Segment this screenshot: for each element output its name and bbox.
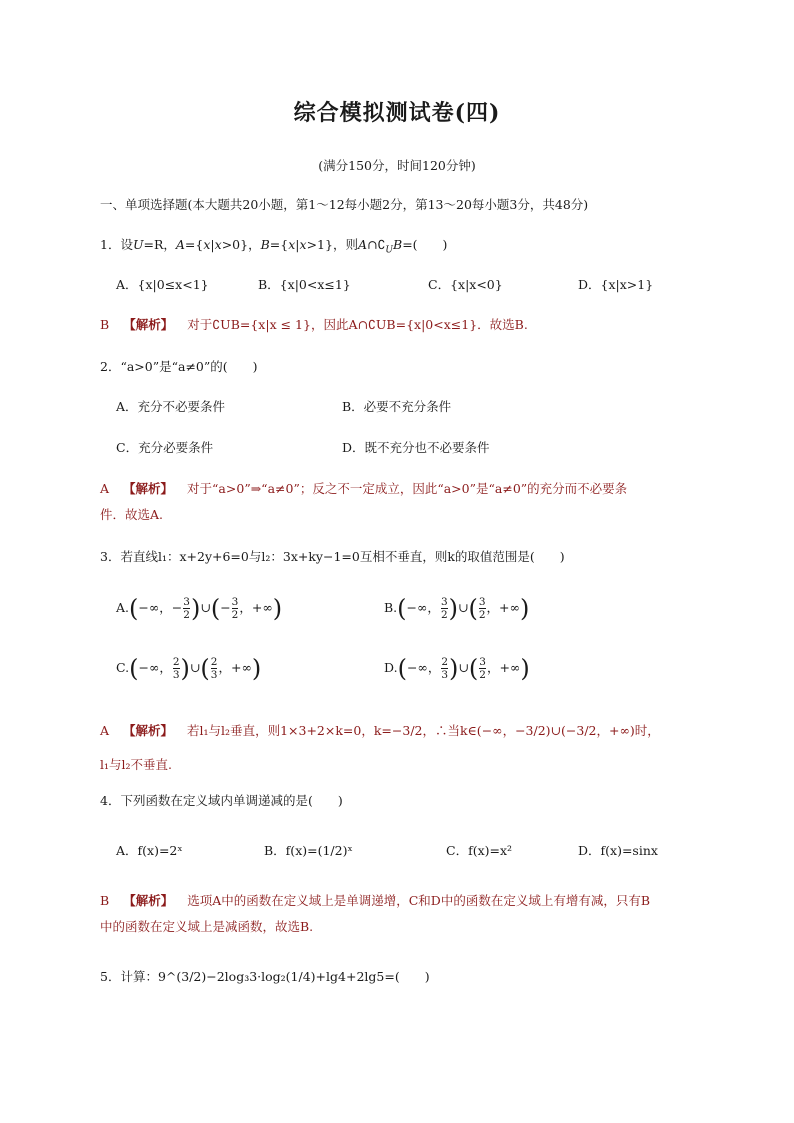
page-subtitle: (满分150分，时间120分钟): [318, 158, 476, 173]
analysis-text-2: 中的函数在定义域上是减函数，故选B.: [100, 919, 314, 934]
question-5-stem: 5．计算：9^(3/2)−2log₃3·log₂(1/4)+lg4+2lg5=( ): [100, 969, 430, 984]
question-2-option-d: D．既不充分也不必要条件: [342, 440, 490, 455]
question-4-option-b: B．f(x)=(1/2)ˣ: [264, 843, 353, 858]
analysis-text-1: 选项A中的函数在定义域上是单调递增，C和D中的函数在定义域上有增有减，只有B: [187, 893, 651, 908]
question-1-answer: [100, 316, 528, 334]
page-title: 综合模拟测试卷(四): [293, 100, 501, 126]
question-3-answer: [100, 714, 736, 782]
question-2-option-a: A．充分不必要条件: [116, 399, 226, 414]
question-4-option-d: D．f(x)=sinx: [578, 843, 658, 858]
analysis-text-1: 若l₁与l₂垂直，则1×3+2×k=0，k=−3/2，∴当k∈(−∞，−3/2)∪(−3/2，+∞)时，: [187, 723, 660, 738]
question-3-stem: 3．若直线l₁：x+2y+6=0与l₂：3x+ky−1=0互相不垂直，则k的取值范围是( ): [100, 549, 565, 564]
analysis-text-2: l₁与l₂不垂直.: [100, 757, 172, 772]
analysis-tag: 【解析】: [123, 481, 174, 496]
question-1-option-b: B．{x|0<x≤1}: [258, 277, 351, 292]
question-4-stem: 4．下列函数在定义域内单调递减的是( ): [100, 793, 343, 808]
question-1-option-c: C．{x|x<0}: [428, 277, 503, 292]
analysis-tag: 【解析】: [123, 893, 174, 908]
analysis-text-2: 件．故选A.: [100, 507, 164, 522]
analysis-tag: 【解析】: [123, 723, 174, 738]
answer-letter: A: [100, 481, 110, 496]
question-2-option-c: C．充分必要条件: [116, 440, 214, 455]
question-2-stem: 2．“a>0”是“a≠0”的( ): [100, 359, 258, 374]
analysis-text-1: 对于“a>0”⇒“a≠0”；反之不一定成立，因此“a>0”是“a≠0”的充分而不必要条: [187, 481, 628, 496]
section-heading: 一、单项选择题(本大题共20小题，第1～12每小题2分，第13～20每小题3分，共48分): [100, 197, 589, 212]
question-3-option-b: B.(−∞， $\frac{3}{2}$ )∪( $\frac{3}{2}$ ，+∞): [384, 594, 530, 623]
answer-letter: B: [100, 317, 110, 332]
question-4-option-a: A．f(x)=2ˣ: [116, 843, 183, 858]
analysis-text: 对于∁UB={x|x ≤ 1}，因此A∩∁UB={x|0<x≤1}．故选B.: [187, 317, 528, 332]
question-1-option-d: D．{x|x>1}: [578, 277, 654, 292]
question-4-answer: [100, 888, 736, 940]
answer-letter: A: [100, 723, 110, 738]
question-1-option-a: A．{x|0≤x<1}: [116, 277, 209, 292]
question-2-option-b: B．必要不充分条件: [342, 399, 452, 414]
question-3-option-a: A.(−∞，− $\frac{3}{2}$ )∪(− $\frac{3}{2}$ ，+∞): [116, 594, 283, 623]
question-2-answer: [100, 476, 736, 528]
answer-letter: B: [100, 893, 110, 908]
question-3-option-c: C.(−∞， $\frac{2}{3}$ )∪( $\frac{2}{3}$ ，+∞): [116, 654, 262, 683]
analysis-tag: 【解析】: [123, 317, 174, 332]
question-4-option-c: C．f(x)=x²: [446, 843, 513, 858]
question-3-option-d: D.(−∞， $\frac{2}{3}$ )∪( $\frac{3}{2}$ ，+∞): [384, 654, 530, 683]
question-1-stem: 1．设U=R，A={x|x>0}，B={x|x>1}，则$A\cap∁_UB=$( ): [100, 237, 448, 256]
